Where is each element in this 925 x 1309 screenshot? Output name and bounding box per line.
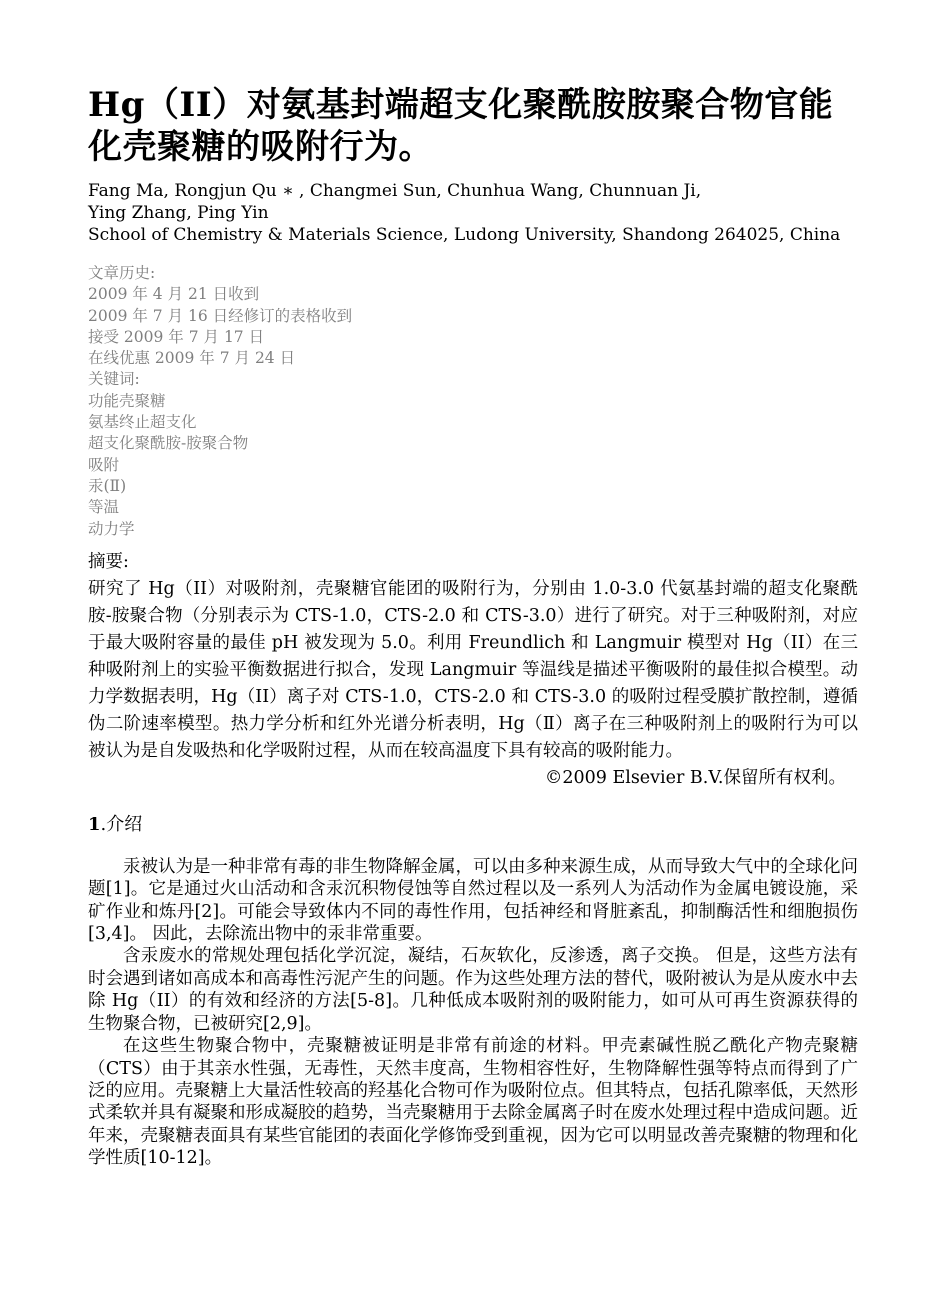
affiliation: School of Chemistry & Materials Science, Ludong University, Shandong 264025, China	[88, 225, 841, 245]
authors-line-2: Ying Zhang, Ping Yin	[88, 203, 269, 223]
history-accepted: 接受 2009 年 7 月 17 日	[88, 327, 265, 346]
keyword-item: 动力学	[88, 519, 135, 538]
abstract-block	[88, 549, 858, 792]
keywords-label: 关键词:	[88, 370, 140, 389]
copyright-notice: ©2009 Elsevier B.V.保留所有权利。	[544, 767, 846, 788]
article-history-label: 文章历史:	[88, 264, 156, 282]
authors-block	[88, 180, 858, 246]
authors-line-1: Fang Ma, Rongjun Qu ∗ , Changmei Sun, Chunhua Wang, Chunnuan Ji,	[88, 181, 702, 201]
keyword-item: 吸附	[88, 455, 120, 474]
keyword-item: 汞(Ⅱ)	[88, 476, 127, 495]
keyword-item: 氨基终止超支化	[88, 413, 197, 432]
keyword-item: 功能壳聚糖	[88, 391, 166, 410]
abstract-text: 研究了 Hg（II）对吸附剂，壳聚糖官能团的吸附行为，分别由 1.0-3.0 代氨基封端的超支化聚酰胺-胺聚合物（分别表示为 CTS-1.0，CTS-2.0 和 CTS-3.0）进行了研究。对于三种吸附剂，对应于最大吸附容量的最佳 pH 被发现为 5.0。利用 Freundlich 和 Langmuir 模型对 Hg（II）在三种吸附剂上的实验平衡数据进行拟合，发现 Langmuir 等温线是描述平衡吸附的最佳拟合模型。动力学数据表明，Hg（II）离子对 CTS-1.0，CTS-2.0 和 CTS-3.0 的吸附过程受膜扩散控制，遵循伪二阶速率模型。热力学分析和红外光谱分析表明，Hg（Ⅱ）离子在三种吸附剂上的吸附行为可以被认为是自发吸热和化学吸附过程，从而在较高温度下具有较高的吸附能力。	[88, 578, 858, 761]
history-received: 2009 年 4 月 21 日收到	[88, 285, 260, 304]
intro-paragraph-2: 含汞废水的常规处理包括化学沉淀，凝结，石灰软化，反渗透，离子交换。 但是，这些方法有时会遇到诸如高成本和高毒性污泥产生的问题。作为这些处理方法的替代，吸附被认为是从废水中去除 Hg（II）的有效和经济的方法[5-8]。几种低成本吸附剂的吸附能力，如可从可再生资源获得的生物聚合物，已被研究[2,9]。	[88, 946, 858, 1034]
abstract-label: 摘要:	[88, 551, 129, 572]
history-online: 在线优惠 2009 年 7 月 24 日	[88, 349, 296, 368]
paper-title: Hg（II）对氨基封端超支化聚酰胺胺聚合物官能化壳聚糖的吸附行为。	[88, 85, 834, 167]
introduction-body	[88, 856, 858, 1170]
section-1-title: .介绍	[100, 813, 143, 835]
keyword-item: 等温	[88, 498, 120, 517]
section-1-number: 1	[88, 813, 101, 835]
section-1-heading	[88, 813, 858, 837]
keyword-item: 超支化聚酰胺-胺聚合物	[88, 434, 249, 453]
intro-paragraph-3: 在这些生物聚合物中，壳聚糖被证明是非常有前途的材料。甲壳素碱性脱乙酰化产物壳聚糖（CTS）由于其亲水性强，无毒性，天然丰度高，生物相容性好，生物降解性强等特点而得到了广泛的应用。壳聚糖上大量活性较高的羟基化合物可作为吸附位点。但其特点，包括孔隙率低，天然形式柔软并具有凝聚和形成凝胶的趋势，当壳聚糖用于去除金属离子时在废水处理过程中造成问题。近年来，壳聚糖表面具有某些官能团的表面化学修饰受到重视，因为它可以明显改善壳聚糖的物理和化学性质[10-12]。	[88, 1036, 858, 1169]
history-revised: 2009 年 7 月 16 日经修订的表格收到	[88, 306, 353, 325]
article-meta-block	[88, 263, 858, 540]
intro-paragraph-1: 汞被认为是一种非常有毒的非生物降解金属，可以由多种来源生成，从而导致大气中的全球化问题[1]。它是通过火山活动和含汞沉积物侵蚀等自然过程以及一系列人为活动作为金属电镀设施，采矿作业和炼丹[2]。可能会导致体内不同的毒性作用，包括神经和肾脏紊乱，抑制酶活性和细胞损伤[3,4]。 因此，去除流出物中的汞非常重要。	[88, 856, 858, 945]
